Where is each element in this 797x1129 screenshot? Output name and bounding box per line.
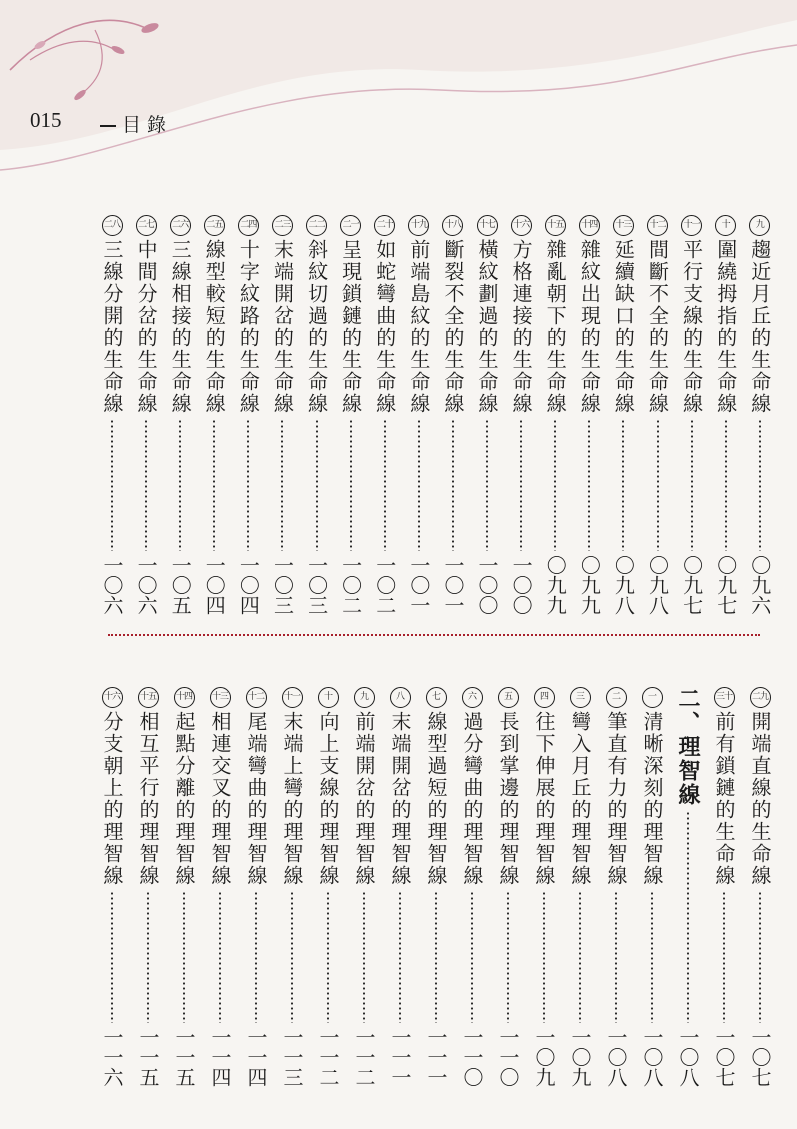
toc-entry <box>460 687 484 1087</box>
toc-entry <box>134 215 158 615</box>
toc-entry <box>714 215 738 615</box>
toc-entry <box>280 687 304 1087</box>
entry-page: 一〇〇 <box>509 555 534 615</box>
entry-page: 一〇九 <box>568 1027 592 1087</box>
dot-leader <box>507 891 509 1023</box>
entry-title: 平行支線的生命線 <box>679 239 704 415</box>
dot-leader <box>183 891 185 1023</box>
entry-title: 向上支線的理智線 <box>316 711 340 887</box>
entry-number: 十一 <box>681 215 702 236</box>
toc-entry <box>100 215 124 615</box>
entry-number: 二 <box>606 687 627 708</box>
toc-entry <box>305 215 329 615</box>
dot-leader <box>418 419 420 551</box>
dot-leader <box>759 891 761 1023</box>
entry-title: 三線分開的生命線 <box>100 239 124 415</box>
entry-number: 二二 <box>306 215 327 236</box>
toc-entry <box>577 215 601 615</box>
entry-title: 雜亂朝下的生命線 <box>543 239 568 415</box>
dot-leader <box>579 891 581 1023</box>
entry-title: 彎入月丘的理智線 <box>568 711 592 887</box>
entry-number: 二十 <box>374 215 395 236</box>
toc-entry <box>100 687 124 1087</box>
entry-title: 過分彎曲的理智線 <box>460 711 484 887</box>
entry-page: 一〇七 <box>712 1027 736 1087</box>
dot-leader <box>219 891 221 1023</box>
toc-entry <box>604 687 628 1087</box>
toc-entry <box>441 215 465 615</box>
page-number: 015 <box>30 108 62 132</box>
dot-leader <box>247 419 249 551</box>
toc-entry <box>316 687 340 1087</box>
toc-entry <box>496 687 520 1087</box>
entry-page: 一〇二 <box>338 555 363 615</box>
toc-entry <box>352 687 376 1087</box>
toc-entry <box>748 215 772 615</box>
entry-page: 一〇八 <box>604 1027 628 1087</box>
entry-page: 一〇五 <box>168 555 193 615</box>
entry-page: 一〇八 <box>640 1027 664 1087</box>
dot-leader <box>651 891 653 1023</box>
entry-title: 圍繞拇指的生命線 <box>713 239 738 415</box>
entry-title: 長到掌邊的理智線 <box>496 711 520 887</box>
dot-leader <box>435 891 437 1023</box>
dot-leader <box>554 419 556 551</box>
dot-leader <box>723 891 725 1023</box>
toc-entry <box>208 687 232 1087</box>
entry-number: 十二 <box>246 687 267 708</box>
entry-page: 〇九九 <box>577 555 602 615</box>
entry-title: 前端島紋的生命線 <box>406 239 431 415</box>
dot-leader <box>399 891 401 1023</box>
entry-page: 一一三 <box>280 1027 304 1087</box>
entry-number: 十九 <box>408 215 429 236</box>
entry-page: 一一五 <box>172 1027 196 1087</box>
entry-number: 十六 <box>102 687 123 708</box>
entry-title: 延續缺口的生命線 <box>611 239 636 415</box>
entry-title: 中間分岔的生命線 <box>134 239 159 415</box>
toc-lower-section <box>100 687 772 1087</box>
entry-number: 十 <box>715 215 736 236</box>
entry-title: 方格連接的生命線 <box>509 239 534 415</box>
dot-leader <box>147 891 149 1023</box>
toc-entry <box>568 687 592 1087</box>
toc-entry <box>136 687 160 1087</box>
toc-entry <box>611 215 635 615</box>
toc-entry <box>236 215 260 615</box>
dot-leader <box>179 419 181 551</box>
entry-number: 十四 <box>174 687 195 708</box>
entry-title: 分支朝上的理智線 <box>100 711 124 887</box>
dot-leader <box>350 419 352 551</box>
toc-entry <box>712 687 736 1087</box>
toc-entry <box>339 215 363 615</box>
entry-number: 七 <box>426 687 447 708</box>
entry-title: 相互平行的理智線 <box>136 711 160 887</box>
entry-number: 十四 <box>579 215 600 236</box>
entry-number: 四 <box>534 687 555 708</box>
entry-page: 一一一 <box>424 1027 448 1087</box>
entry-number: 二八 <box>102 215 123 236</box>
toc-entry <box>748 687 772 1087</box>
entry-number: 十三 <box>210 687 231 708</box>
entry-title: 起點分離的理智線 <box>172 711 196 887</box>
entry-title: 末端開岔的生命線 <box>270 239 295 415</box>
toc-entry <box>509 215 533 615</box>
dot-leader <box>657 419 659 551</box>
entry-number: 十五 <box>138 687 159 708</box>
entry-number: 六 <box>462 687 483 708</box>
entry-title: 雜紋出現的生命線 <box>577 239 602 415</box>
dot-leader <box>327 891 329 1023</box>
floral-ornament <box>0 0 797 200</box>
entry-number: 二一 <box>340 215 361 236</box>
toc-entry <box>270 215 294 615</box>
entry-title: 線型較短的生命線 <box>202 239 227 415</box>
entry-title: 呈現鎖鏈的生命線 <box>338 239 363 415</box>
entry-title: 三線相接的生命線 <box>168 239 193 415</box>
entry-title: 前有鎖鏈的生命線 <box>712 711 736 887</box>
toc-entry <box>244 687 268 1087</box>
entry-page: 一一一 <box>388 1027 412 1087</box>
dot-leader <box>111 419 113 551</box>
toc-entry <box>543 215 567 615</box>
toc-entry <box>388 687 412 1087</box>
entry-title: 筆直有力的理智線 <box>604 711 628 887</box>
entry-number: 十七 <box>477 215 498 236</box>
entry-title: 十字紋路的生命線 <box>236 239 261 415</box>
entry-page: 〇九八 <box>645 555 670 615</box>
dot-leader <box>316 419 318 551</box>
entry-page: 一〇九 <box>532 1027 556 1087</box>
entry-page: 一〇六 <box>134 555 159 615</box>
dot-leader <box>615 891 617 1023</box>
toc-upper-section <box>100 215 772 615</box>
entry-page: 〇九七 <box>713 555 738 615</box>
entry-number: 十八 <box>442 215 463 236</box>
entry-page: 一一〇 <box>496 1027 520 1087</box>
dot-leader <box>486 419 488 551</box>
entry-number: 二三 <box>272 215 293 236</box>
entry-number: 二六 <box>170 215 191 236</box>
toc-entry <box>646 215 670 615</box>
toc-entry <box>680 215 704 615</box>
toc-entry <box>532 687 556 1087</box>
toc-entry <box>172 687 196 1087</box>
entry-page: 一一四 <box>244 1027 268 1087</box>
entry-title: 如蛇彎曲的生命線 <box>372 239 397 415</box>
entry-page: 一〇七 <box>748 1027 772 1087</box>
entry-title: 相連交叉的理智線 <box>208 711 232 887</box>
entry-number: 五 <box>498 687 519 708</box>
entry-number: 十六 <box>511 215 532 236</box>
entry-title: 斜紋切過的生命線 <box>304 239 329 415</box>
dot-leader <box>213 419 215 551</box>
dot-leader <box>145 419 147 551</box>
entry-number: 一 <box>642 687 663 708</box>
entry-page: 一〇二 <box>372 555 397 615</box>
dot-leader <box>622 419 624 551</box>
section-divider <box>108 634 760 636</box>
dot-leader <box>543 891 545 1023</box>
entry-number: 二九 <box>750 687 771 708</box>
entry-title: 橫紋劃過的生命線 <box>475 239 500 415</box>
entry-page: 一一六 <box>100 1027 124 1087</box>
toc-entry <box>373 215 397 615</box>
dot-leader <box>588 419 590 551</box>
entry-title: 斷裂不全的生命線 <box>440 239 465 415</box>
entry-page: 一一五 <box>136 1027 160 1087</box>
entry-number: 九 <box>749 215 770 236</box>
toc-entry <box>168 215 192 615</box>
dot-leader <box>759 419 761 551</box>
header-title: 目錄 <box>100 110 172 137</box>
entry-title: 間斷不全的生命線 <box>645 239 670 415</box>
entry-page: 一〇八 <box>676 1027 700 1087</box>
entry-number: 二四 <box>238 215 259 236</box>
dot-leader <box>520 419 522 551</box>
entry-page: 一〇六 <box>100 555 124 615</box>
entry-page: 〇九七 <box>679 555 704 615</box>
entry-page: 〇九九 <box>543 555 568 615</box>
entry-page: 一〇三 <box>270 555 295 615</box>
entry-page: 一一二 <box>352 1027 376 1087</box>
entry-page: 一〇四 <box>236 555 261 615</box>
entry-page: 一〇一 <box>440 555 465 615</box>
entry-page: 〇九八 <box>611 555 636 615</box>
entry-title: 末端開岔的理智線 <box>388 711 412 887</box>
dot-leader <box>291 891 293 1023</box>
toc-entry <box>640 687 664 1087</box>
entry-page: 一〇一 <box>406 555 431 615</box>
dot-leader <box>471 891 473 1023</box>
entry-title: 清晰深刻的理智線 <box>640 711 664 887</box>
entry-page: 一一二 <box>316 1027 340 1087</box>
entry-title: 線型過短的理智線 <box>424 711 448 887</box>
entry-number: 二七 <box>136 215 157 236</box>
entry-number: 三十 <box>714 687 735 708</box>
dot-leader <box>363 891 365 1023</box>
dot-leader <box>452 419 454 551</box>
entry-number: 三 <box>570 687 591 708</box>
dot-leader <box>111 891 113 1023</box>
entry-title: 尾端彎曲的理智線 <box>244 711 268 887</box>
entry-page: 一〇三 <box>304 555 329 615</box>
entry-title: 往下伸展的理智線 <box>532 711 556 887</box>
section-title: 二、理智線 <box>675 687 701 807</box>
entry-page: 一〇四 <box>202 555 227 615</box>
dot-leader <box>384 419 386 551</box>
dot-leader <box>281 419 283 551</box>
entry-number: 九 <box>354 687 375 708</box>
entry-title: 前端開岔的理智線 <box>352 711 376 887</box>
entry-title: 末端上彎的理智線 <box>280 711 304 887</box>
entry-number: 十 <box>318 687 339 708</box>
entry-number: 十一 <box>282 687 303 708</box>
dot-leader <box>691 419 693 551</box>
entry-title: 趨近月丘的生命線 <box>747 239 772 415</box>
entry-title: 開端直線的生命線 <box>748 711 772 887</box>
dot-leader <box>725 419 727 551</box>
entry-page: 一一四 <box>208 1027 232 1087</box>
entry-number: 十三 <box>613 215 634 236</box>
entry-number: 十二 <box>647 215 668 236</box>
entry-page: 一一〇 <box>460 1027 484 1087</box>
entry-page: 〇九六 <box>747 555 772 615</box>
entry-number: 十五 <box>545 215 566 236</box>
entry-number: 八 <box>390 687 411 708</box>
entry-page: 一〇〇 <box>475 555 500 615</box>
toc-section-heading <box>676 687 700 1087</box>
toc-entry <box>424 687 448 1087</box>
toc-entry <box>407 215 431 615</box>
entry-number: 二五 <box>204 215 225 236</box>
dot-leader <box>687 811 689 1023</box>
toc-entry <box>202 215 226 615</box>
dot-leader <box>255 891 257 1023</box>
toc-entry <box>475 215 499 615</box>
